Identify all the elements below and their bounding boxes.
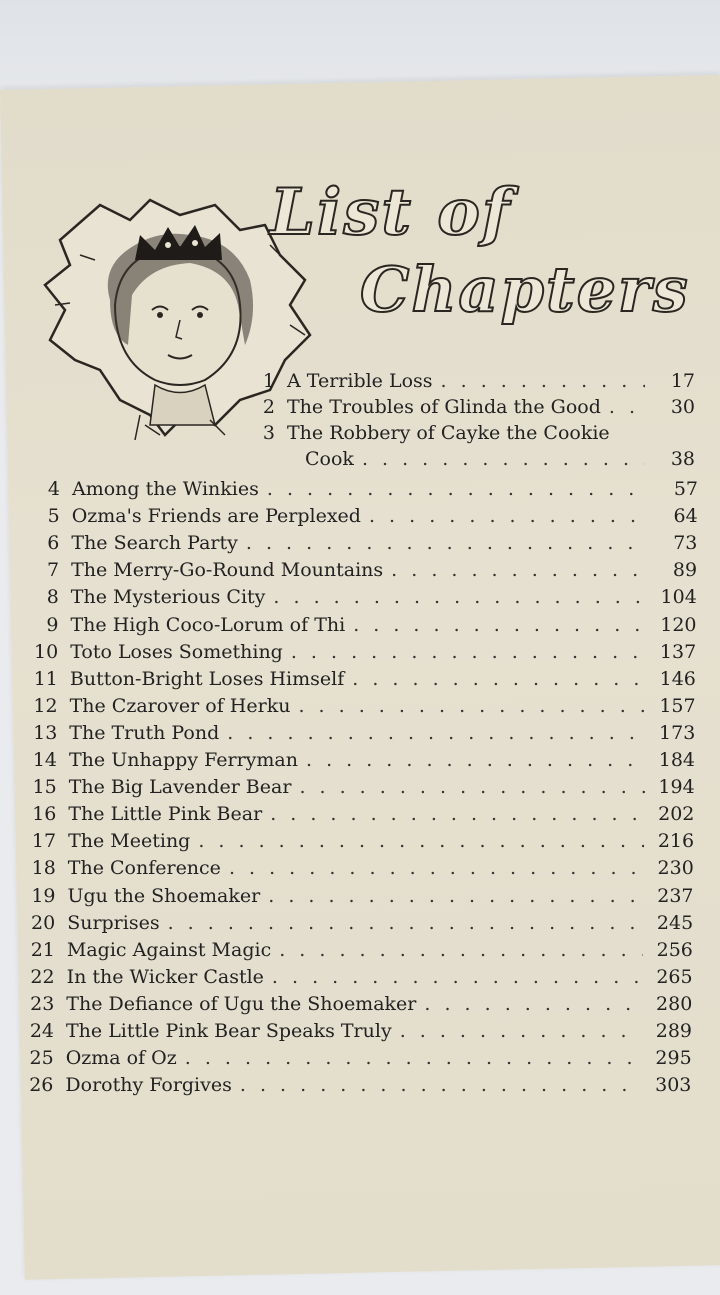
chapter-row: [27, 586, 697, 612]
chapter-row: [23, 966, 693, 992]
chapter-row: [26, 641, 696, 667]
chapter-row: [24, 857, 694, 883]
chapter-number: 26: [29, 1074, 54, 1097]
chapter-number: 23: [30, 992, 55, 1015]
chapter-row: [28, 505, 698, 531]
chapter-number: 18: [31, 857, 56, 880]
chapter-page: 30: [670, 396, 695, 418]
leader-dots: [299, 776, 644, 798]
chapter-title: The Big Lavender Bear: [68, 776, 292, 799]
leader-dots: [198, 830, 644, 852]
chapter-number: 16: [32, 803, 57, 826]
chapter-number: 19: [31, 884, 56, 907]
book-page: [0, 75, 720, 1280]
chapter-number: 5: [47, 505, 60, 528]
chapter-title: The Mysterious City: [70, 586, 266, 609]
chapter-row: [24, 885, 694, 911]
leader-dots: [185, 1047, 642, 1069]
leader-dots: [267, 478, 648, 500]
chapter-page: 303: [655, 1074, 692, 1097]
chapter-number: 25: [29, 1047, 54, 1070]
chapter-row: [25, 776, 695, 802]
leader-dots: [270, 803, 644, 825]
chapter-title: Among the Winkies: [72, 478, 259, 500]
chapter-page: 17: [670, 370, 695, 392]
leader-dots: [298, 695, 645, 717]
chapter-title: The Search Party: [71, 532, 238, 555]
chapter-page: 57: [673, 478, 698, 500]
leader-dots: [609, 396, 645, 418]
chapter-title: In the Wicker Castle: [66, 965, 264, 988]
chapter-page: 230: [657, 857, 694, 880]
chapter-number: 22: [30, 965, 55, 988]
chapter-title: The Czarover of Herku: [69, 694, 291, 717]
chapter-page: 104: [660, 586, 697, 609]
chapter-row: [23, 912, 693, 938]
chapter-number: 20: [31, 911, 56, 934]
chapter-row: [27, 532, 697, 558]
chapter-page: 120: [660, 613, 697, 636]
chapter-page: 137: [659, 640, 697, 663]
chapter-title: The Unhappy Ferryman: [69, 749, 298, 771]
chapter-title: The Little Pink Bear Speaks Truly: [66, 1020, 392, 1042]
chapter-row: [23, 939, 693, 965]
chapter-page: 184: [658, 749, 695, 771]
chapter-title: A Terrible Loss: [287, 370, 433, 392]
leader-dots: [391, 559, 647, 581]
chapter-number: 24: [29, 1020, 54, 1042]
chapter-row: [24, 803, 694, 829]
chapter-page: 280: [656, 992, 693, 1015]
chapter-title: The Meeting: [68, 830, 191, 853]
chapter-page: 194: [658, 776, 695, 799]
chapter-page: 89: [672, 559, 698, 582]
chapter-title: Surprises: [67, 911, 160, 934]
chapter-number: 9: [46, 613, 59, 636]
leader-dots: [240, 1074, 642, 1096]
heading-line-1: List of: [270, 175, 512, 250]
chapter-row: [22, 1020, 692, 1046]
chapter-title: The Little Pink Bear: [68, 803, 263, 826]
chapter-title: The Truth Pond: [69, 721, 220, 744]
chapter-page: 73: [673, 532, 698, 555]
chapter-page: 146: [659, 667, 696, 690]
heading-line-2: Chapters: [360, 253, 690, 326]
chapter-row: [255, 370, 695, 396]
chapter-page: 245: [656, 911, 694, 934]
chapter-row: [22, 1047, 692, 1073]
chapter-row: [27, 559, 697, 585]
chapter-number: 17: [31, 830, 57, 853]
chapter-number: 1: [262, 370, 275, 392]
chapter-number: 10: [34, 640, 59, 663]
leader-dots: [306, 749, 645, 771]
chapter-list-heading: [270, 175, 700, 345]
chapter-number: 13: [33, 721, 58, 744]
chapter-title: The Defiance of Ugu the Shoemaker: [66, 992, 417, 1015]
chapter-title: Toto Loses Something: [70, 640, 283, 663]
chapter-row: [255, 396, 695, 422]
chapter-row: [25, 749, 695, 775]
chapter-page: 38: [670, 448, 695, 470]
chapter-title: The Troubles of Glinda the Good: [287, 396, 601, 418]
chapter-title-continued: Cook: [305, 448, 354, 470]
chapter-number: 8: [46, 586, 59, 609]
chapter-row: [22, 993, 692, 1019]
leader-dots: [168, 912, 644, 934]
chapter-page: 202: [658, 803, 695, 826]
leader-dots: [400, 1020, 642, 1042]
chapter-page: 265: [656, 965, 693, 988]
chapter-page: 295: [655, 1047, 692, 1070]
leader-dots: [273, 586, 646, 608]
chapter-row: [255, 422, 695, 448]
chapter-page: 289: [655, 1020, 692, 1042]
chapter-page: 173: [659, 721, 696, 744]
chapter-number: 14: [32, 749, 57, 771]
chapter-page: 237: [657, 884, 694, 907]
chapter-number: 3: [262, 422, 275, 444]
leader-dots: [272, 966, 643, 988]
chapter-title: The Robbery of Cayke the Cookie: [287, 422, 610, 444]
chapter-page: 157: [659, 694, 696, 717]
chapter-row: [27, 614, 697, 640]
chapter-title: Ugu the Shoemaker: [67, 884, 261, 907]
leader-dots: [279, 939, 643, 961]
chapter-page: 256: [656, 938, 693, 961]
chapter-title: Ozma of Oz: [65, 1047, 177, 1070]
chapter-row: [24, 830, 694, 856]
chapter-title: The Merry-Go-Round Mountains: [71, 559, 384, 582]
leader-dots: [246, 532, 648, 554]
chapter-row: [28, 478, 698, 504]
leader-dots: [441, 370, 645, 392]
chapter-row: [21, 1074, 691, 1100]
chapter-title: Magic Against Magic: [66, 938, 272, 961]
chapter-title: Dorothy Forgives: [65, 1074, 232, 1097]
chapter-row: [25, 722, 695, 748]
leader-dots: [362, 448, 645, 470]
chapter-number: 11: [33, 667, 58, 690]
chapter-number: 4: [47, 478, 60, 500]
chapter-page: 64: [673, 505, 698, 528]
chapter-title: Ozma's Friends are Perplexed: [71, 505, 361, 528]
chapter-title: The Conference: [67, 857, 221, 880]
chapter-number: 6: [47, 532, 60, 555]
chapter-number: 21: [30, 938, 55, 961]
chapter-title: Button-Bright Loses Himself: [69, 667, 345, 690]
chapter-row-continued: [305, 448, 695, 474]
chapter-number: 15: [32, 776, 57, 799]
leader-dots: [352, 668, 646, 690]
chapter-page: 216: [657, 830, 695, 853]
chapter-row: [26, 695, 696, 721]
chapter-number: 2: [262, 396, 275, 418]
leader-dots: [353, 614, 646, 636]
leader-dots: [229, 857, 644, 879]
leader-dots: [227, 722, 645, 744]
leader-dots: [268, 885, 643, 907]
chapter-number: 7: [47, 559, 60, 582]
leader-dots: [291, 641, 646, 663]
chapter-row: [26, 668, 696, 694]
chapter-title: The High Coco-Lorum of Thi: [70, 613, 346, 636]
leader-dots: [424, 993, 642, 1015]
leader-dots: [369, 505, 648, 527]
chapter-number: 12: [33, 694, 58, 717]
